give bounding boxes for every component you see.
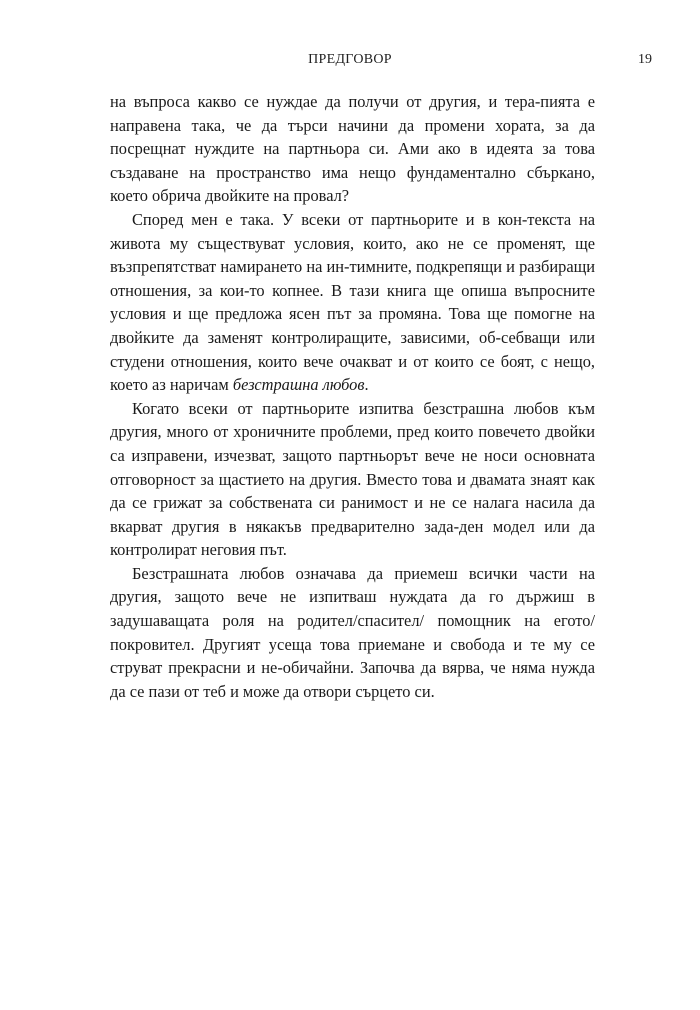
page-number: 19 [638,52,652,67]
paragraph-2-emphasis: безстрашна любов [232,375,365,395]
paragraph-1: на въпроса какво се нуждае да получи от другия, и тера-пията е направена така, че да търси начини да промени хората, за да посрещнат нуждите на партньора си. Ами ако в идеята за това създаване на пространство има нещо фундаментално сбъркано, което обрича двойките на провал? [110,92,595,206]
paragraph-2-text: Според мен е така. У всеки от партньорите и в кон-текста на живота му съществуват условия, които, ако не се променят, ще възпрепятстват намирането на ин-тимните, подкрепящи и разбиращи отношения, за кои-то копнее. В тази книга ще опиша въпросните условия и ще предложа ясен път за промяна. Това ще помогне на двойките да заменят контролиращите, зависими, об-себващи или студени отношения, които вече очакват и от които се боят, с нещо, което аз наричам [110,209,595,395]
paragraph-4: Безстрашната любов означава да приемеш всички части на другия, защото вече не изпитваш нуждата да го държиш в задушаващата роля на родител/спасител/ помощник на егото/покровител. Другият усеща това приемане и свобода и те му се струват прекрасни и не-обичайни. Започва да вярва, че няма нужда да се пази от теб и може да отвори сърцето си. [110,563,595,701]
paragraph-2-end: . [364,375,369,395]
paragraph-3: Когато всеки от партньорите изпитва безстрашна любов към другия, много от хроничните проблеми, пред които повечето двойки са изправени, изчезват, защото партньорът вече не носи основната отговорност за щастието на другия. Вместо това и двамата знаят как да се грижат за собствената си ранимост и не се налага насила да вкарват другия в някакъв предварително зада-ден модел или да контролират неговия път. [110,398,595,560]
paragraph-2 [110,208,595,397]
running-head-title: ПРЕДГОВОР [308,52,392,67]
body-text [110,90,595,703]
